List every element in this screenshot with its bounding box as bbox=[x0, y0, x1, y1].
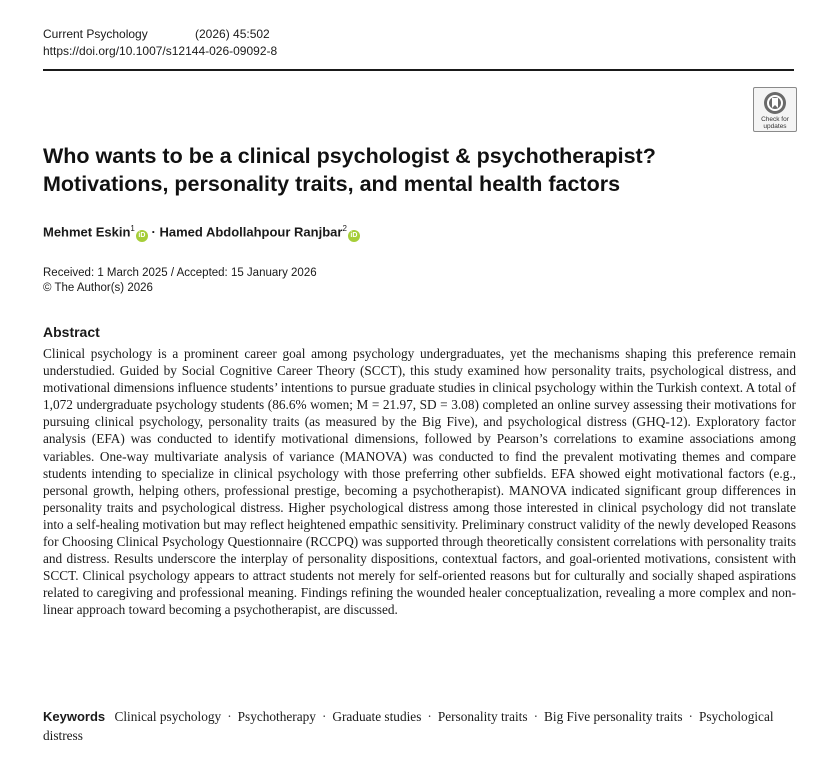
keyword: Clinical psychology bbox=[114, 709, 222, 724]
orcid-icon[interactable]: iD bbox=[136, 230, 148, 242]
author-name[interactable]: Hamed Abdollahpour Ranjbar bbox=[159, 224, 343, 240]
keyword-separator: · bbox=[533, 709, 538, 724]
affiliation-marker: 1 bbox=[130, 224, 135, 233]
keyword-separator: · bbox=[688, 709, 693, 724]
affiliation-marker: 2 bbox=[342, 224, 347, 233]
journal-name: Current Psychology bbox=[43, 27, 148, 41]
title-line1: Who wants to be a clinical psychologist & psychotherapist? bbox=[43, 144, 656, 168]
keyword: Graduate studies bbox=[332, 709, 422, 724]
journal-header bbox=[43, 26, 277, 60]
keyword-separator: · bbox=[321, 709, 327, 724]
badge-line1: Check for bbox=[761, 116, 789, 123]
bookmark-icon bbox=[764, 92, 786, 114]
badge-line2: updates bbox=[763, 123, 787, 130]
check-for-updates-badge[interactable] bbox=[753, 87, 797, 132]
received-accepted: Received: 1 March 2025 / Accepted: 15 January 2026 bbox=[43, 267, 317, 279]
abstract-heading: Abstract bbox=[43, 324, 100, 340]
title-line2: Motivations, personality traits, and mental health factors bbox=[43, 172, 621, 196]
keyword-separator: · bbox=[227, 709, 232, 724]
doi-link[interactable]: https://doi.org/10.1007/s12144-026-09092-8 bbox=[43, 44, 278, 58]
copyright: © The Author(s) 2026 bbox=[43, 282, 153, 294]
keyword: Psychotherapy bbox=[237, 709, 316, 724]
keyword: Personality traits bbox=[437, 709, 528, 724]
author-separator: · bbox=[151, 224, 156, 240]
article-title bbox=[43, 142, 693, 198]
keywords bbox=[43, 707, 796, 745]
keyword: Big Five personality traits bbox=[544, 709, 683, 724]
keywords-label: Keywords bbox=[43, 709, 106, 724]
keyword: Psychological distress bbox=[43, 709, 774, 743]
publication-dates bbox=[43, 266, 317, 296]
abstract-text: Clinical psychology is a prominent career goal among psychology undergraduates, yet the mechanisms shaping this preference remain understudied. Guided by Social Cognitive Career Theory (SCCT), this study examined how personality traits, psychological distress, and motivational dimensions influence students’ intentions to pursue graduate studies in clinical psychology within the Turkish context. A total of 1,072 undergraduate psychology students (86.6% women; M = 21.97, SD = 3.08) completed an online survey assessing their motivations for pursuing clinical psychology, personality traits (as measured by the Big Five), and psychological distress (GHQ-12). Exploratory factor analysis (EFA) was conducted to identify motivational dimensions, followed by Pearson’s correlations to examine associations among variables. One-way multivariate analysis of variance (MANOVA) was conducted to find the prevalent motivating themes and compare students intending to specialize in clinical psychology with those preferring other subfields. EFA showed eight motivational factors (e.g., personal growth, helping others, professional prestige, becoming a psychotherapist). MANOVA indicated significant group differences in personality traits and psychological distress. Higher psychological distress among those interested in clinical psychology did not translate into a self-healing motivation but may reflect heightened empathic sensitivity. Preliminary construct validity of the newly developed Reasons for Choosing Clinical Psychology Questionnaire (RCCPQ) was supported through theoretically consistent correlations with personality traits and distress. Results underscore the interplay of personality dispositions, contextual factors, and goal-oriented motivations, consistent with SCCT. Clinical psychology appears to attract students not merely for self-oriented reasons but for culturally and socially shaped aspirations related to caregiving and professional meaning. Findings refining the wounded healer conceptualization, revealing a more complex and non-linear approach toward becoming a psychotherapist, are discussed. bbox=[43, 346, 796, 618]
citation: (2026) 45:502 bbox=[195, 27, 270, 41]
keyword-separator: · bbox=[427, 709, 432, 724]
orcid-icon[interactable]: iD bbox=[348, 230, 360, 242]
header-rule bbox=[43, 69, 794, 71]
author-list bbox=[43, 220, 360, 242]
author-name[interactable]: Mehmet Eskin bbox=[43, 224, 131, 240]
